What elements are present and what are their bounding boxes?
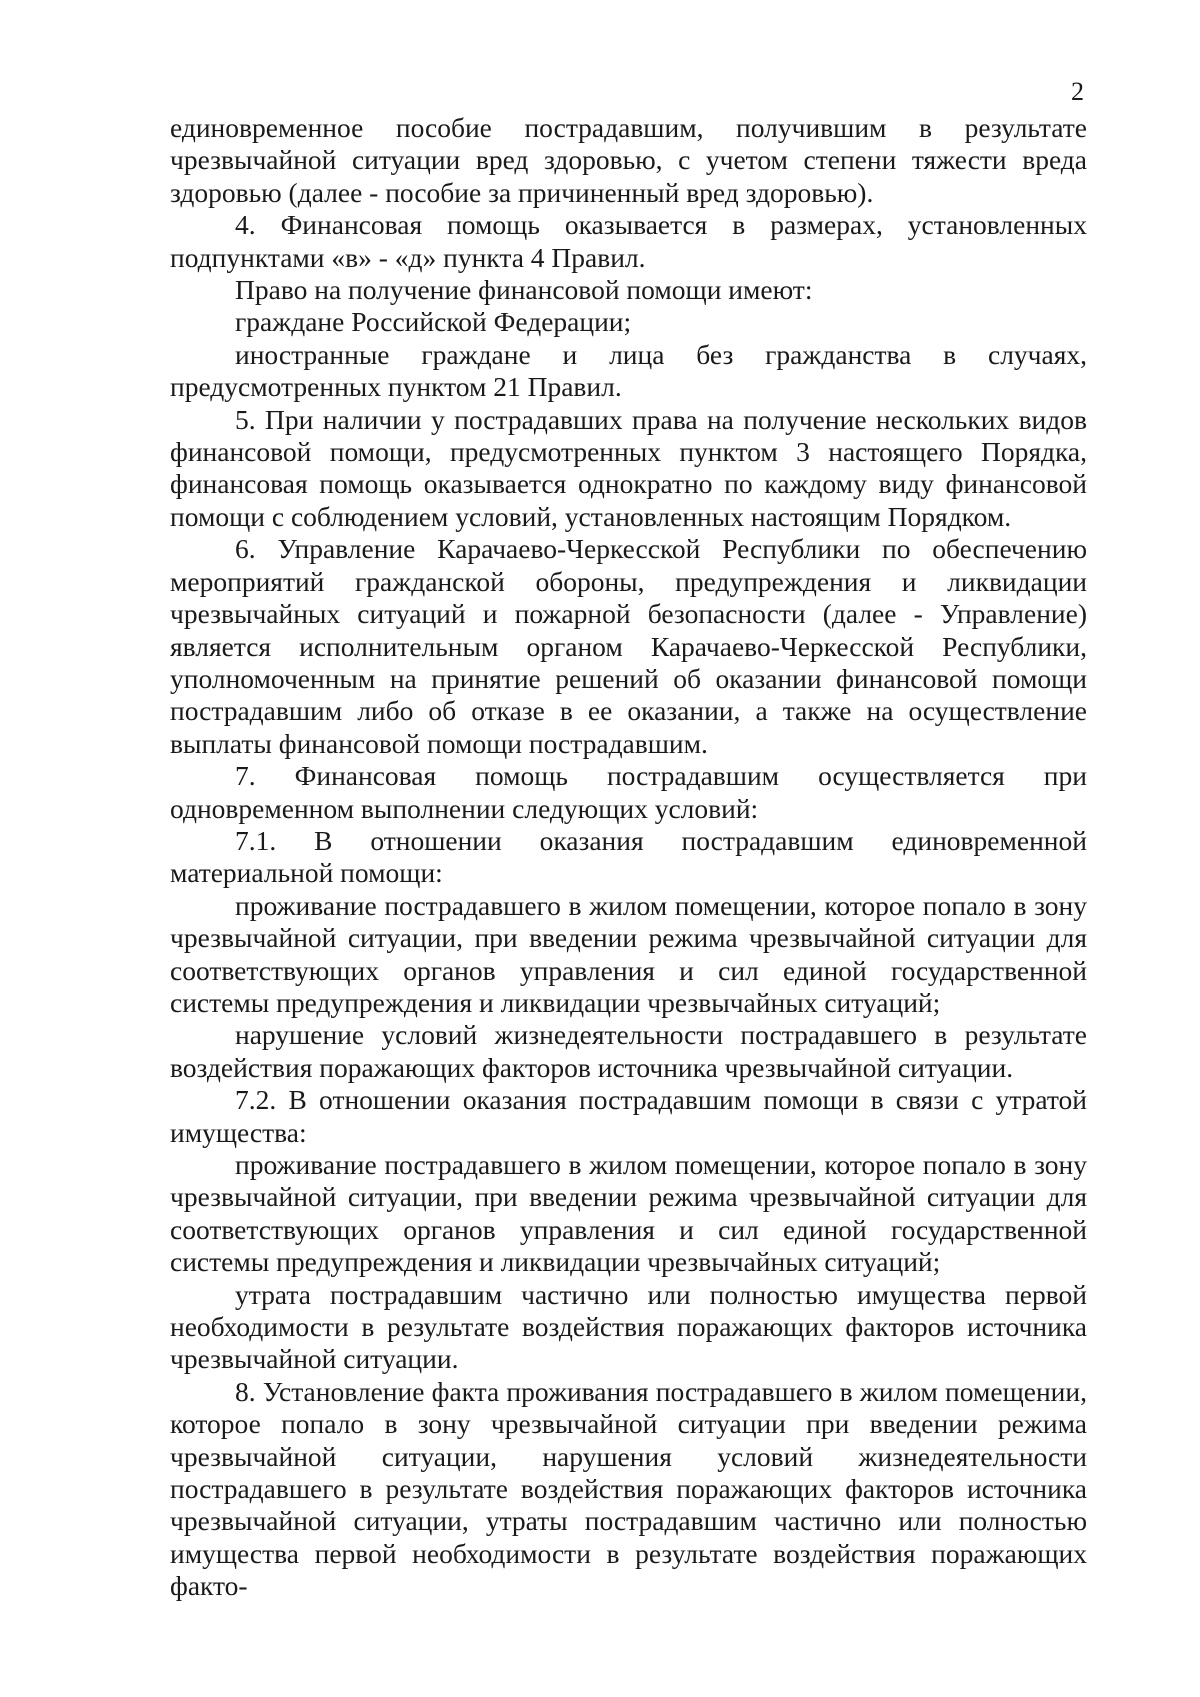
paragraph: 7.2. В отношении оказания пострадавшим помощи в связи с утратой имущества: (170, 1084, 1087, 1148)
paragraph: утрата пострадавшим частично или полностью имущества первой необходимости в результате воздействия поражающих факторов источника чрезвычайной ситуации. (170, 1278, 1087, 1375)
paragraph: граждане Российской Федерации; (235, 306, 632, 338)
paragraph: проживание пострадавшего в жилом помещении, которое попало в зону чрезвычайной ситуации, при введении режима чрезвычайной ситуации для соответствующих органов управления и сил единой государственной системы предупреждения и ликвидации чрезвычайных ситуаций; (170, 1149, 1087, 1278)
paragraph: 7. Финансовая помощь пострадавшим осуществляется при одновременном выполнении следующих условий: (170, 760, 1087, 824)
paragraph: 7.1. В отношении оказания пострадавшим единовременной материальной помощи: (170, 824, 1087, 889)
paragraph: Право на получение финансовой помощи имеют: (235, 274, 813, 306)
paragraph: проживание пострадавшего в жилом помещении, которое попало в зону чрезвычайной ситуации, при введении режима чрезвычайной ситуации для соответствующих органов управления и сил единой государственной системы предупреждения и ликвидации чрезвычайных ситуаций; (170, 889, 1087, 1018)
paragraph: нарушение условий жизнедеятельности пострадавшего в результате воздействия поражающих факторов источника чрезвычайной ситуации. (170, 1019, 1087, 1083)
document-body (170, 112, 1087, 1603)
paragraph: единовременное пособие пострадавшим, получившим в результате чрезвычайной ситуации вред здоровью, с учетом степени тяжести вреда здоровью (далее - пособие за причиненный вред здоровью). (170, 112, 1087, 208)
paragraph: 5. При наличии у пострадавших права на получение нескольких видов финансовой помощи, предусмотренных пунктом 3 настоящего Порядка, финансовая помощь оказывается однократно по каждому виду финансовой помощи с соблюдением условий, установленных настоящим Порядком. (170, 403, 1087, 532)
paragraph: 6. Управление Карачаево-Черкесской Республики по обеспечению мероприятий гражданской обороны, предупреждения и ликвидации чрезвычайных ситуаций и пожарной безопасности (далее - Управление) является исполнительным органом Карачаево-Черкесской Республики, уполномоченным на принятие решений об оказании финансовой помощи пострадавшим либо об отказе в ее оказании, а также на осуществление выплаты финансовой помощи пострадавшим. (170, 533, 1087, 759)
paragraph: 8. Установление факта проживания пострадавшего в жилом помещении, которое попало в зону чрезвычайной ситуации при введении режима чрезвычайной ситуации, нарушения условий жизнедеятельности пострадавшего в результате воздействия поражающих факторов источника чрезвычайной ситуации, утраты пострадавшим частично или полностью имущества первой необходимости в результате воздействия поражающих факто- (170, 1375, 1087, 1602)
paragraph: иностранные граждане и лица без гражданства в случаях, предусмотренных пунктом 21 Правил. (170, 338, 1087, 403)
paragraph: 4. Финансовая помощь оказывается в размерах, установленных подпунктами «в» - «д» пункта 4 Правил. (170, 209, 1087, 273)
page-number: 2 (1071, 77, 1084, 106)
